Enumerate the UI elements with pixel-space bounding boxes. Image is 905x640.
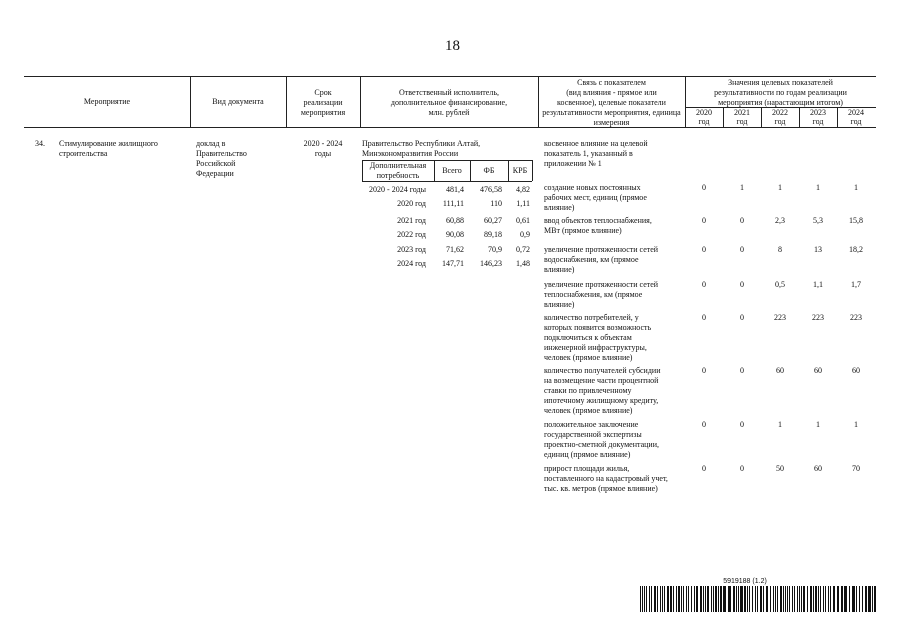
- indicator-text: ипотечному жилищному кредиту,: [544, 396, 659, 405]
- finance-header-krb: КРБ: [512, 166, 528, 175]
- barcode-bar: [862, 586, 863, 612]
- finance-row-total: 147,71: [442, 259, 464, 268]
- indicator-value-2020: 0: [702, 280, 706, 289]
- barcode-bar: [783, 586, 784, 612]
- barcode-bar: [707, 586, 709, 612]
- indicator-text: тыс. кв. метров (прямое влияние): [544, 484, 658, 493]
- finance-row-fb: 146,23: [480, 259, 502, 268]
- header-period: Срок: [314, 88, 332, 97]
- indicator-text: положительное заключение: [544, 420, 639, 429]
- header-indicator-link: косвенное), целевые показатели: [557, 98, 666, 107]
- barcode-bar: [683, 586, 684, 612]
- indicator-value-2024: 60: [852, 366, 860, 375]
- barcode-bar: [642, 586, 643, 612]
- indicator-value-2021: 0: [740, 366, 744, 375]
- finance-row-label: 2023 год: [397, 245, 426, 254]
- barcode-bar: [823, 586, 824, 612]
- barcode-bar: [713, 586, 714, 612]
- row-responsible: Минэкономразвития России: [362, 149, 459, 158]
- header-period: реализации: [303, 98, 343, 107]
- indicator-text: теплоснабжения, км (прямое: [544, 290, 643, 299]
- indicator-value-2024: 1: [854, 183, 858, 192]
- barcode-bar: [787, 586, 788, 612]
- barcode-bar: [744, 586, 746, 612]
- header-year-2023: 2023: [810, 108, 826, 117]
- indicator-value-2022: 60: [776, 366, 784, 375]
- indicator-text: государственной экспертизы: [544, 430, 642, 439]
- header-year-2024: 2024: [848, 108, 864, 117]
- indicator-value-2021: 0: [740, 280, 744, 289]
- row-indirect-link: косвенное влияние на целевой: [544, 139, 648, 148]
- row-period: 2020 - 2024: [303, 139, 343, 148]
- barcode-bar: [660, 586, 661, 612]
- finance-box-divider: [532, 160, 533, 181]
- barcode-bar: [825, 586, 826, 612]
- indicator-text: водоснабжения, км (прямое: [544, 255, 639, 264]
- indicator-value-2020: 0: [702, 366, 706, 375]
- barcode-bar: [688, 586, 689, 612]
- indicator-value-2022: 1: [778, 183, 782, 192]
- barcode-bar: [678, 586, 680, 612]
- barcode-bar: [799, 586, 800, 612]
- finance-header-fb: ФБ: [483, 166, 495, 175]
- indicator-text: ставки по привлеченному: [544, 386, 632, 395]
- row-doc-type: Правительство: [196, 149, 247, 158]
- barcode-bar: [649, 586, 650, 612]
- indicator-value-2024: 1: [854, 420, 858, 429]
- indicator-value-2024: 15,8: [849, 216, 863, 225]
- finance-row-label: 2022 год: [397, 230, 426, 239]
- barcode-bar: [785, 586, 786, 612]
- barcode-bar: [747, 586, 748, 612]
- barcode-bar: [792, 586, 793, 612]
- barcode-bar: [775, 586, 776, 612]
- row-doc-type: доклад в: [196, 139, 226, 148]
- indicator-value-2020: 0: [702, 183, 706, 192]
- barcode-bar: [673, 586, 674, 612]
- page-number: 18: [445, 38, 460, 54]
- row-period: годы: [314, 149, 332, 158]
- finance-header-total: Всего: [442, 166, 462, 175]
- barcode-bar: [833, 586, 835, 612]
- barcode-bar: [736, 586, 737, 612]
- indicator-value-2022: 50: [776, 464, 784, 473]
- header-measure: Мероприятие: [83, 97, 131, 106]
- indicator-value-2021: 0: [740, 216, 744, 225]
- barcode-bar: [705, 586, 706, 612]
- indicator-value-2023: 1,1: [813, 280, 823, 289]
- barcode-bar: [818, 586, 819, 612]
- barcode-bar: [728, 586, 731, 612]
- finance-header-need: Дополнительная: [369, 161, 427, 170]
- indicator-value-2020: 0: [702, 216, 706, 225]
- header-responsible: млн. рублей: [428, 108, 470, 117]
- header-indicator-link: Связь с показателем: [577, 78, 646, 87]
- header-year-unit: год: [850, 117, 862, 126]
- header-year-unit: год: [774, 117, 786, 126]
- indicator-value-2023: 223: [812, 313, 824, 322]
- barcode-bar: [711, 586, 712, 612]
- header-year-2021: 2021: [734, 108, 750, 117]
- indicator-value-2021: 0: [740, 245, 744, 254]
- row-indirect-link: показатель 1, указанный в: [544, 149, 633, 158]
- indicator-value-2022: 0,5: [775, 280, 785, 289]
- indicator-value-2021: 0: [740, 313, 744, 322]
- finance-row-total: 71,62: [446, 245, 464, 254]
- barcode-bar: [696, 586, 698, 612]
- indicator-value-2023: 13: [814, 245, 822, 254]
- header-bottom-border: [24, 127, 876, 128]
- indicator-value-2021: 0: [740, 420, 744, 429]
- finance-row-label: 2020 - 2024 годы: [369, 185, 426, 194]
- finance-row-krb: 0,9: [520, 230, 530, 239]
- barcode-bar: [667, 586, 669, 612]
- header-year-unit: год: [736, 117, 748, 126]
- indicator-text: влияние): [544, 300, 575, 309]
- indicator-value-2020: 0: [702, 313, 706, 322]
- barcode-bar: [651, 586, 652, 612]
- barcode-bar: [810, 586, 812, 612]
- indicator-text: которых появится возможность: [544, 323, 652, 332]
- barcode-bar: [773, 586, 774, 612]
- barcode-bar: [766, 586, 768, 612]
- barcode-bar: [820, 586, 821, 612]
- finance-row-krb: 1,11: [516, 199, 530, 208]
- finance-row-label: 2021 год: [397, 216, 426, 225]
- indicator-text: человек (прямое влияние): [544, 353, 633, 362]
- barcode-bar: [813, 586, 814, 612]
- indicator-value-2022: 1: [778, 420, 782, 429]
- indicator-text: единиц (прямое влияние): [544, 450, 631, 459]
- row-doc-type: Федерации: [196, 169, 234, 178]
- barcode-bar: [700, 586, 702, 612]
- finance-row-label: 2024 год: [397, 259, 426, 268]
- header-target-values: результативности по годам реализации: [714, 88, 847, 97]
- finance-row-fb: 89,18: [484, 230, 502, 239]
- indicator-value-2021: 1: [740, 183, 744, 192]
- barcode-bar: [849, 586, 850, 612]
- finance-header-need: потребность: [376, 171, 420, 180]
- barcode-bar: [720, 586, 722, 612]
- indicator-value-2022: 223: [774, 313, 786, 322]
- barcode-bar: [755, 586, 756, 612]
- indicator-value-2023: 60: [814, 366, 822, 375]
- barcode-bar: [815, 586, 817, 612]
- header-target-values: мероприятия (нарастающим итогом): [718, 98, 843, 107]
- indicator-value-2020: 0: [702, 245, 706, 254]
- header-top-border: [24, 76, 876, 77]
- barcode-bar: [654, 586, 656, 612]
- barcode-bar: [664, 586, 665, 612]
- barcode-bar: [681, 586, 682, 612]
- indicator-text: проектно-сметной документации,: [544, 440, 659, 449]
- barcode-bar: [644, 586, 645, 612]
- header-indicator-link: (вид влияния - прямое или: [566, 88, 657, 97]
- header-year-2020: 2020: [696, 108, 712, 117]
- barcode-bar: [868, 586, 871, 612]
- barcode-bar: [789, 586, 790, 612]
- barcode-bar: [760, 586, 762, 612]
- indicator-value-2024: 1,7: [851, 280, 861, 289]
- finance-box-bottom: [362, 181, 532, 182]
- indicator-text: создание новых постоянных: [544, 183, 641, 192]
- indicator-text: количество получателей субсидии: [544, 366, 661, 375]
- barcode-bar: [763, 586, 764, 612]
- barcode-bar: [856, 586, 857, 612]
- indicator-value-2022: 8: [778, 245, 782, 254]
- barcode-bar: [841, 586, 843, 612]
- barcode-bar: [694, 586, 695, 612]
- barcode-bar: [859, 586, 860, 612]
- indicator-text: рабочих мест, единиц (прямое: [544, 193, 647, 202]
- row-number: 34.: [35, 139, 45, 148]
- indicator-value-2023: 60: [814, 464, 822, 473]
- finance-row-total: 60,88: [446, 216, 464, 225]
- barcode-bar: [646, 586, 647, 612]
- barcode-bar: [676, 586, 677, 612]
- header-year-unit: год: [812, 117, 824, 126]
- barcode-bar: [733, 586, 735, 612]
- barcode-bar: [844, 586, 847, 612]
- finance-row-total: 111,11: [442, 199, 464, 208]
- barcode-bar: [657, 586, 658, 612]
- indicator-text: влияние): [544, 265, 575, 274]
- indicator-text: человек (прямое влияние): [544, 406, 633, 415]
- indicator-value-2021: 0: [740, 464, 744, 473]
- finance-row-krb: 1,48: [516, 259, 530, 268]
- barcode-bar: [752, 586, 753, 612]
- finance-row-krb: 0,72: [516, 245, 530, 254]
- header-doc-type: Вид документа: [212, 97, 264, 106]
- barcode-bar: [770, 586, 771, 612]
- barcode-bar: [715, 586, 717, 612]
- indicator-text: инженерной инфраструктуры,: [544, 343, 647, 352]
- indicator-text: увеличение протяженности сетей: [544, 280, 659, 289]
- barcode-image: [640, 586, 876, 612]
- finance-row-fb: 60,27: [484, 216, 502, 225]
- row-measure: строительства: [59, 149, 108, 158]
- barcode-bar: [780, 586, 782, 612]
- barcode-bar: [801, 586, 802, 612]
- barcode-bar: [797, 586, 798, 612]
- header-responsible: Ответственный исполнитель,: [399, 88, 499, 97]
- finance-row-label: 2020 год: [397, 199, 426, 208]
- indicator-value-2023: 5,3: [813, 216, 823, 225]
- indicator-value-2023: 1: [816, 183, 820, 192]
- row-indirect-link: приложении № 1: [544, 159, 602, 168]
- barcode-bar: [662, 586, 663, 612]
- barcode-bar: [828, 586, 829, 612]
- indicator-text: ввод объектов теплоснабжения,: [544, 216, 652, 225]
- barcode-bar: [852, 586, 855, 612]
- header-responsible: дополнительное финансирование,: [390, 98, 508, 107]
- indicator-text: МВт (прямое влияние): [544, 226, 622, 235]
- finance-row-krb: 4,82: [516, 185, 530, 194]
- indicator-text: количество потребителей, у: [544, 313, 639, 322]
- barcode-bar: [740, 586, 743, 612]
- indicator-value-2022: 2,3: [775, 216, 785, 225]
- indicator-text: на возмещение части процентной: [544, 376, 659, 385]
- row-doc-type: Российской: [196, 159, 236, 168]
- header-year-unit: год: [698, 117, 710, 126]
- indicator-value-2024: 223: [850, 313, 862, 322]
- row-measure: Стимулирование жилищного: [59, 139, 158, 148]
- finance-row-total: 90,08: [446, 230, 464, 239]
- finance-row-fb: 70,9: [488, 245, 502, 254]
- barcode-bar: [738, 586, 739, 612]
- header-target-values: Значения целевых показателей: [728, 78, 833, 87]
- barcode-number: 5919188 (1.2): [723, 578, 767, 585]
- barcode-bar: [640, 586, 641, 612]
- finance-row-fb: 110: [490, 199, 502, 208]
- barcode-bar: [777, 586, 778, 612]
- finance-row-total: 481,4: [446, 185, 464, 194]
- barcode-bar: [691, 586, 692, 612]
- indicator-text: влияние): [544, 203, 575, 212]
- indicator-text: поставленного на кадастровый учет,: [544, 474, 668, 483]
- indicator-text: увеличение протяженности сетей: [544, 245, 659, 254]
- indicator-text: прирост площади жилья,: [544, 464, 630, 473]
- barcode-bar: [670, 586, 672, 612]
- header-indicator-link: результативности мероприятия, единица измерения: [542, 108, 681, 127]
- indicator-value-2024: 70: [852, 464, 860, 473]
- barcode-bar: [686, 586, 687, 612]
- row-responsible: Правительство Республики Алтай,: [362, 139, 481, 148]
- header-year-2022: 2022: [772, 108, 788, 117]
- barcode-bar: [874, 586, 876, 612]
- barcode-bar: [837, 586, 839, 612]
- barcode-bar: [718, 586, 719, 612]
- barcode-bar: [757, 586, 758, 612]
- barcode-bar: [723, 586, 726, 612]
- barcode-bar: [803, 586, 805, 612]
- finance-row-krb: 0,61: [516, 216, 530, 225]
- barcode-bar: [865, 586, 867, 612]
- indicator-value-2023: 1: [816, 420, 820, 429]
- finance-row-fb: 476,58: [480, 185, 502, 194]
- indicator-value-2020: 0: [702, 420, 706, 429]
- indicator-value-2024: 18,2: [849, 245, 863, 254]
- barcode-bar: [807, 586, 808, 612]
- barcode-bar: [872, 586, 873, 612]
- barcode-bar: [794, 586, 795, 612]
- header-period: мероприятия: [300, 108, 346, 117]
- barcode-bar: [830, 586, 831, 612]
- indicator-value-2020: 0: [702, 464, 706, 473]
- barcode-bar: [703, 586, 704, 612]
- indicator-text: подключиться к объектам: [544, 333, 632, 342]
- barcode-bar: [749, 586, 750, 612]
